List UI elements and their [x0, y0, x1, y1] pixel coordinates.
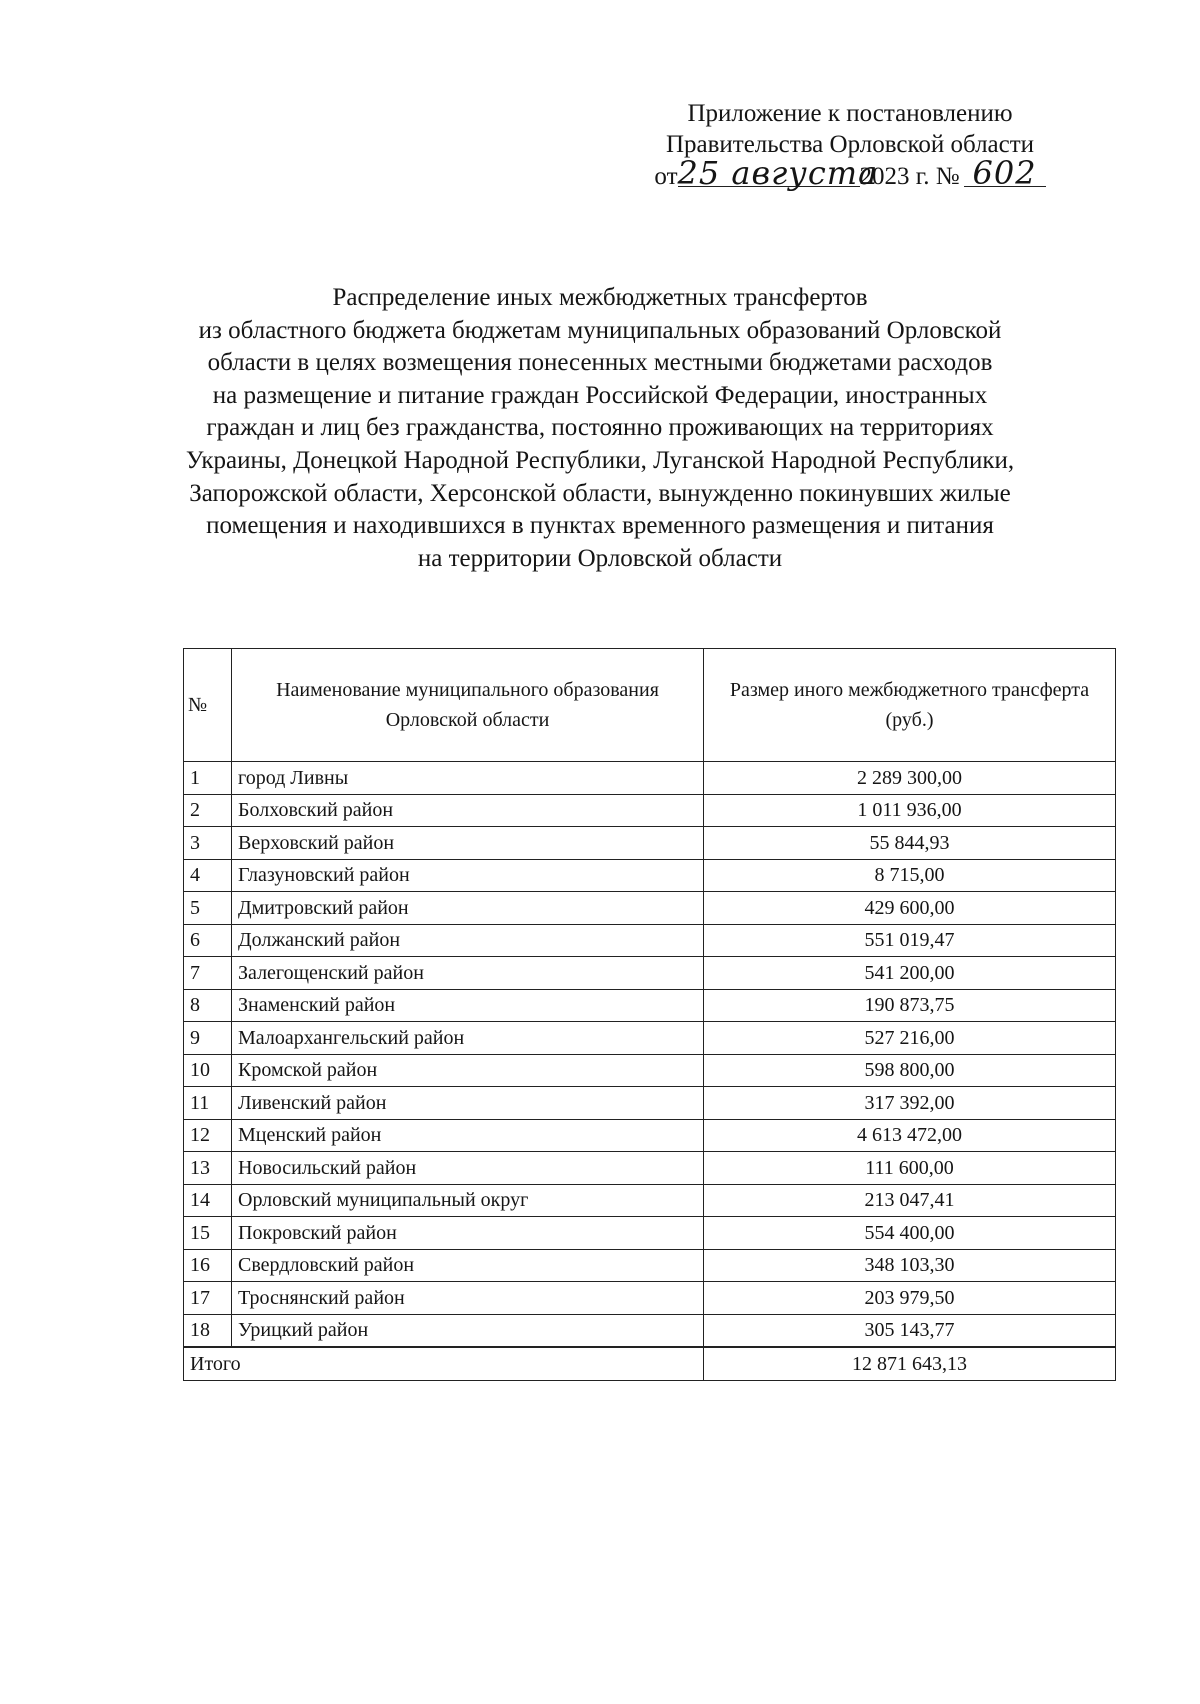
municipality-name: Урицкий район	[232, 1314, 704, 1347]
distribution-table	[183, 648, 1116, 1381]
table-row	[184, 827, 1116, 860]
municipality-name: Должанский район	[232, 924, 704, 957]
row-number: 2	[184, 794, 232, 827]
row-number: 16	[184, 1249, 232, 1282]
title-line: на размещение и питание граждан Российской Федерации, иностранных	[212, 381, 988, 409]
table-row	[184, 1119, 1116, 1152]
decree-year: 2023 г. №	[859, 163, 960, 190]
row-number: 11	[184, 1087, 232, 1120]
appendix-line-2: Правительства Орловской области	[665, 131, 1035, 158]
total-row	[184, 1347, 1116, 1380]
transfer-amount: 598 800,00	[704, 1054, 1116, 1087]
transfer-amount: 429 600,00	[704, 892, 1116, 925]
transfer-amount: 8 715,00	[704, 859, 1116, 892]
municipality-name: Троснянский район	[232, 1282, 704, 1315]
table-row	[184, 1152, 1116, 1185]
header-municipality: Наименование муниципального образования Орловской области	[232, 649, 704, 762]
municipality-name: Покровский район	[232, 1217, 704, 1250]
row-number: 6	[184, 924, 232, 957]
table-header-row	[184, 649, 1116, 762]
row-number: 5	[184, 892, 232, 925]
row-number: 9	[184, 1022, 232, 1055]
transfer-amount: 111 600,00	[704, 1152, 1116, 1185]
table-row	[184, 1054, 1116, 1087]
municipality-name: Болховский район	[232, 794, 704, 827]
row-number: 8	[184, 989, 232, 1022]
row-number: 1	[184, 762, 232, 795]
municipality-name: Кромской район	[232, 1054, 704, 1087]
title-line: области в целях возмещения понесенных местными бюджетами расходов	[207, 349, 993, 377]
table-row	[184, 989, 1116, 1022]
transfer-amount: 305 143,77	[704, 1314, 1116, 1347]
handwritten-decree-number: 602	[964, 160, 1046, 187]
header-number: №	[184, 649, 232, 762]
municipality-name: Новосильский район	[232, 1152, 704, 1185]
municipality-name: Залегощенский район	[232, 957, 704, 990]
municipality-name: Свердловский район	[232, 1249, 704, 1282]
table-row	[184, 1249, 1116, 1282]
row-number: 10	[184, 1054, 232, 1087]
transfer-amount: 541 200,00	[704, 957, 1116, 990]
row-number: 4	[184, 859, 232, 892]
title-line: Украины, Донецкой Народной Республики, Луганской Народной Республики,	[185, 446, 1015, 474]
appendix-line-1: Приложение к постановлению	[687, 100, 1013, 127]
row-number: 15	[184, 1217, 232, 1250]
table-body	[184, 762, 1116, 1348]
transfer-amount: 190 873,75	[704, 989, 1116, 1022]
table-row	[184, 1184, 1116, 1217]
transfer-amount: 551 019,47	[704, 924, 1116, 957]
transfer-amount: 554 400,00	[704, 1217, 1116, 1250]
row-number: 18	[184, 1314, 232, 1347]
municipality-name: Ливенский район	[232, 1087, 704, 1120]
municipality-name: Глазуновский район	[232, 859, 704, 892]
transfer-amount: 4 613 472,00	[704, 1119, 1116, 1152]
row-number: 13	[184, 1152, 232, 1185]
row-number: 12	[184, 1119, 232, 1152]
transfer-amount: 317 392,00	[704, 1087, 1116, 1120]
transfer-amount: 2 289 300,00	[704, 762, 1116, 795]
decree-date-line	[600, 154, 1100, 192]
municipality-name: Орловский муниципальный округ	[232, 1184, 704, 1217]
transfer-amount: 1 011 936,00	[704, 794, 1116, 827]
municipality-name: город Ливны	[232, 762, 704, 795]
municipality-name: Верховский район	[232, 827, 704, 860]
total-label: Итого	[184, 1347, 704, 1380]
total-amount: 12 871 643,13	[704, 1347, 1116, 1380]
row-number: 14	[184, 1184, 232, 1217]
header-amount: Размер иного межбюджетного трансферта (руб.)	[704, 649, 1116, 762]
appendix-header	[600, 98, 1100, 192]
title-line: помещения и находившихся в пунктах временного размещения и питания	[206, 512, 994, 540]
transfer-amount: 348 103,30	[704, 1249, 1116, 1282]
row-number: 3	[184, 827, 232, 860]
title-line: Распределение иных межбюджетных трансфертов	[332, 284, 868, 311]
table-row	[184, 762, 1116, 795]
municipality-name: Знаменский район	[232, 989, 704, 1022]
title-line: на территории Орловской области	[417, 544, 783, 572]
transfer-amount: 527 216,00	[704, 1022, 1116, 1055]
table-row	[184, 794, 1116, 827]
table-row	[184, 924, 1116, 957]
table-row	[184, 892, 1116, 925]
municipality-name: Малоархангельский район	[232, 1022, 704, 1055]
table-row	[184, 859, 1116, 892]
title-line: Запорожской области, Херсонской области, вынужденно покинувших жилые	[189, 479, 1011, 507]
row-number: 7	[184, 957, 232, 990]
handwritten-date: 25 августа	[677, 154, 879, 192]
table-row	[184, 1087, 1116, 1120]
municipality-name: Дмитровский район	[232, 892, 704, 925]
row-number: 17	[184, 1282, 232, 1315]
table-row	[184, 957, 1116, 990]
transfer-amount: 203 979,50	[704, 1282, 1116, 1315]
table-row	[184, 1022, 1116, 1055]
date-prefix: от	[654, 163, 678, 190]
transfer-amount: 213 047,41	[704, 1184, 1116, 1217]
table-row	[184, 1282, 1116, 1315]
document-title	[120, 282, 1080, 575]
municipality-name: Мценский район	[232, 1119, 704, 1152]
title-line: граждан и лиц без гражданства, постоянно проживающих на территориях	[206, 414, 994, 442]
title-line: из областного бюджета бюджетам муниципальных образований Орловской	[198, 316, 1002, 344]
transfer-amount: 55 844,93	[704, 827, 1116, 860]
table-row	[184, 1217, 1116, 1250]
table-row	[184, 1314, 1116, 1347]
